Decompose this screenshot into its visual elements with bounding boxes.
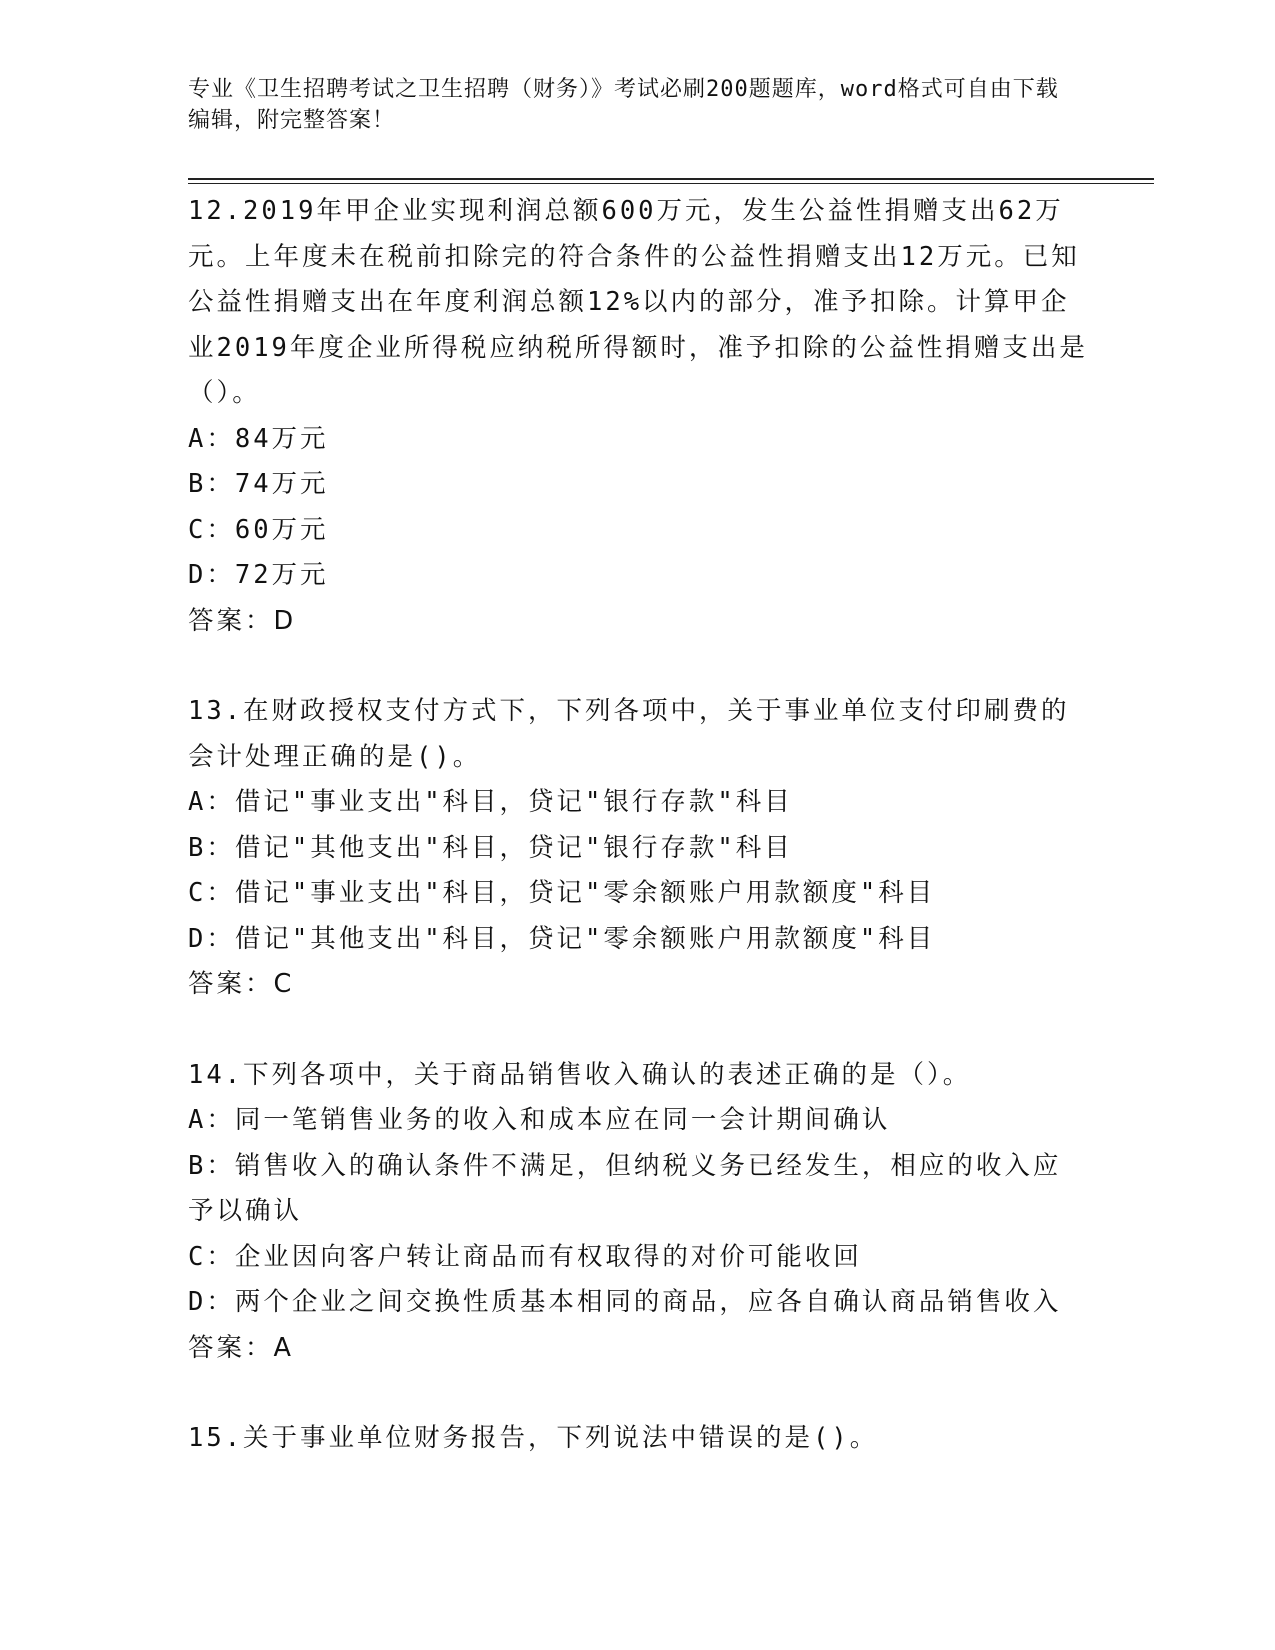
document-header-title: 专业《卫生招聘考试之卫生招聘（财务）》考试必刷200题题库，word格式可自由下载编辑，附完整答案！: [188, 77, 1059, 133]
question-15: [188, 1416, 1088, 1462]
header-divider-thick: [188, 178, 1154, 180]
question-stem: 14.下列各项中，关于商品销售收入确认的表述正确的是（）。: [188, 1059, 972, 1090]
option-d: D：72万元: [188, 560, 329, 590]
option-c: C：企业因向客户转让商品而有权取得的对价可能收回: [188, 1241, 862, 1272]
option-c: C：借记"事业支出"科目，贷记"零余额账户用款额度"科目: [188, 878, 936, 908]
option-b: B：74万元: [188, 469, 329, 499]
option-a: A：84万元: [188, 423, 329, 454]
option-a: A：同一笔销售业务的收入和成本应在同一会计期间确认: [188, 1105, 891, 1135]
header-divider-thin: [188, 183, 1154, 184]
question-stem: 15.关于事业单位财务报告，下列说法中错误的是()。: [188, 1423, 879, 1453]
answer: 答案：A: [188, 1332, 294, 1363]
answer: 答案：D: [188, 605, 297, 636]
question-14: [188, 1053, 1088, 1372]
option-d: D：两个企业之间交换性质基本相同的商品，应各自确认商品销售收入: [188, 1287, 1062, 1317]
question-stem: 12.2019年甲企业实现利润总额600万元，发生公益性捐赠支出62万元。上年度未在税前扣除完的符合条件的公益性捐赠支出12万元。已知公益性捐赠支出在年度利润总额12%以内的部分，准予扣除。计算甲企业2019年度企业所得税应纳税所得额时，准予扣除的公益性捐赠支出是（）。: [188, 196, 1088, 408]
answer: 答案：C: [188, 969, 295, 999]
question-13: [188, 689, 1088, 1008]
question-list: [188, 189, 1088, 1507]
question-stem: 13.在财政授权支付方式下，下列各项中，关于事业单位支付印刷费的会计处理正确的是()。: [188, 696, 1070, 772]
option-b: B：借记"其他支出"科目，贷记"银行存款"科目: [188, 832, 793, 863]
option-b: B：销售收入的确认条件不满足，但纳税义务已经发生，相应的收入应予以确认: [188, 1150, 1062, 1226]
option-d: D：借记"其他支出"科目，贷记"零余额账户用款额度"科目: [188, 923, 936, 954]
question-12: [188, 189, 1088, 644]
option-c: C：60万元: [188, 514, 329, 545]
option-a: A：借记"事业支出"科目，贷记"银行存款"科目: [188, 787, 793, 817]
